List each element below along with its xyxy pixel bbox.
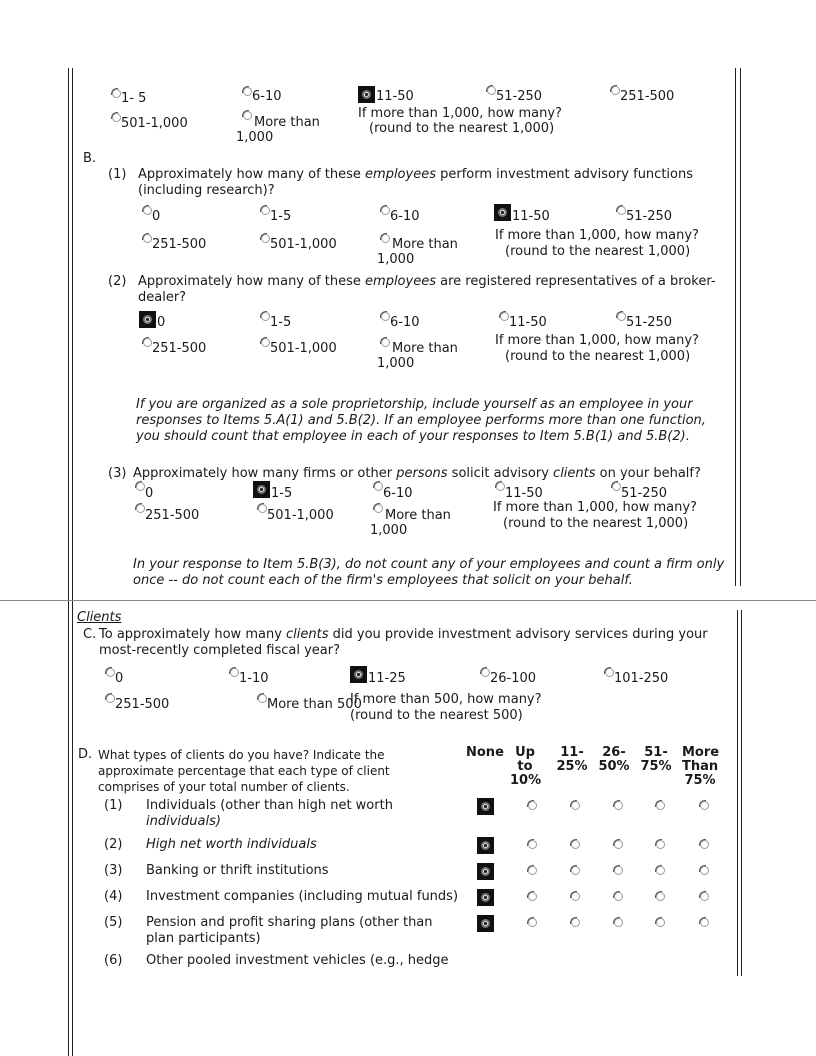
option-label: 6-10 xyxy=(390,209,420,224)
radio-selected[interactable] xyxy=(477,863,494,880)
radio-option[interactable] xyxy=(243,87,252,96)
row-number: (2) xyxy=(104,837,123,852)
instruction-note: In your response to Item 5.B(3), do not count any of your employees and count a firm only xyxy=(133,557,725,572)
option-label: 26-100 xyxy=(490,671,537,686)
option-label: 251-500 xyxy=(620,89,675,104)
question-text: What types of clients do you have? Indicate the xyxy=(98,748,385,762)
option-label: More than xyxy=(385,508,451,523)
radio-option[interactable] xyxy=(656,866,665,875)
option-label: 11-50 xyxy=(509,315,547,330)
col-header-more-than-75: More Than 75% xyxy=(682,745,720,788)
radio-option[interactable] xyxy=(258,504,267,513)
option-label: 251-500 xyxy=(152,237,207,252)
option-label: 1-5 xyxy=(270,315,292,330)
radio-option[interactable] xyxy=(700,866,709,875)
option-label: 501-1,000 xyxy=(121,116,188,131)
round-note: (round to the nearest 1,000) xyxy=(503,516,689,531)
radio-option[interactable] xyxy=(381,206,390,215)
radio-option[interactable] xyxy=(136,482,145,491)
col-header-11-25: 11- 25% xyxy=(556,745,588,774)
question-number: (1) xyxy=(108,167,127,182)
col-header-26-50: 26- 50% xyxy=(598,745,630,774)
row-label: Investment companies (including mutual funds) xyxy=(146,889,459,904)
radio-option[interactable] xyxy=(571,801,580,810)
if-more-label: If more than 1,000, how many? xyxy=(493,500,697,515)
radio-option[interactable] xyxy=(614,801,623,810)
radio-option[interactable] xyxy=(700,840,709,849)
section-c-letter: C. xyxy=(83,627,97,642)
option-label: 0 xyxy=(145,486,154,501)
row-number: (1) xyxy=(104,798,123,813)
option-label: 11-50 xyxy=(512,209,550,224)
radio-option[interactable] xyxy=(106,694,115,703)
option-label: 51-250 xyxy=(621,486,668,501)
right-border-inner-lower xyxy=(737,610,738,976)
radio-option[interactable] xyxy=(605,668,614,677)
radio-option[interactable] xyxy=(614,866,623,875)
round-note: (round to the nearest 1,000) xyxy=(505,244,691,259)
radio-selected[interactable] xyxy=(139,311,156,328)
radio-option[interactable] xyxy=(528,801,537,810)
option-label: 6-10 xyxy=(252,89,282,104)
row-label-cont: plan participants) xyxy=(146,931,261,946)
radio-option[interactable] xyxy=(112,113,121,122)
option-label: 1-5 xyxy=(270,209,292,224)
if-more-label: If more than 500, how many? xyxy=(350,692,542,707)
radio-option[interactable] xyxy=(143,338,152,347)
col-header-none: None xyxy=(466,745,504,760)
option-label: 11-25 xyxy=(368,671,406,686)
radio-selected[interactable] xyxy=(253,481,270,498)
radio-option[interactable] xyxy=(571,866,580,875)
question-number: (2) xyxy=(108,274,127,289)
radio-option[interactable] xyxy=(528,866,537,875)
radio-option[interactable] xyxy=(381,234,390,243)
clients-heading: Clients xyxy=(77,610,122,625)
radio-option[interactable] xyxy=(617,312,626,321)
instruction-note: once -- do not count each of the firm's employees that solicit on your behalf. xyxy=(133,573,633,588)
radio-option[interactable] xyxy=(612,482,621,491)
question-text-cont: dealer? xyxy=(138,290,187,305)
question-text-cont: comprises of your total number of clients. xyxy=(98,780,350,794)
radio-option[interactable] xyxy=(381,338,390,347)
radio-option[interactable] xyxy=(136,504,145,513)
radio-option[interactable] xyxy=(656,840,665,849)
row-number: (6) xyxy=(104,953,123,968)
option-label: 51-250 xyxy=(496,89,543,104)
instruction-note: If you are organized as a sole proprietorship, include yourself as an employee in your xyxy=(136,397,693,412)
right-border-outer xyxy=(740,68,741,586)
radio-option[interactable] xyxy=(112,89,121,98)
radio-option[interactable] xyxy=(243,111,252,120)
row-label: Banking or thrift institutions xyxy=(146,863,329,878)
section-d-letter: D. xyxy=(78,747,93,762)
if-more-label: If more than 1,000, how many? xyxy=(358,106,562,121)
row-number: (5) xyxy=(104,915,123,930)
row-label: Other pooled investment vehicles (e.g., hedge xyxy=(146,953,449,968)
if-more-label: If more than 1,000, how many? xyxy=(495,228,699,243)
radio-option[interactable] xyxy=(106,668,115,677)
radio-selected[interactable] xyxy=(494,204,511,221)
question-text: Approximately how many of these employees perform investment advisory functions xyxy=(138,167,693,182)
option-label: More than xyxy=(392,341,458,356)
radio-option[interactable] xyxy=(656,892,665,901)
radio-option[interactable] xyxy=(571,892,580,901)
instruction-note: you should count that employee in each of your responses to Item 5.B(1) and 5.B(2). xyxy=(136,429,690,444)
question-text: Approximately how many firms or other persons solicit advisory clients on your behalf? xyxy=(133,466,701,481)
right-border-inner xyxy=(735,68,736,586)
question-text: Approximately how many of these employees are registered representatives of a broker- xyxy=(138,274,716,289)
option-label: 1,000 xyxy=(377,252,415,267)
option-label: 1-5 xyxy=(271,486,293,501)
option-label: 251-500 xyxy=(115,697,170,712)
radio-option[interactable] xyxy=(700,892,709,901)
radio-option[interactable] xyxy=(617,206,626,215)
row-number: (4) xyxy=(104,889,123,904)
radio-option[interactable] xyxy=(571,918,580,927)
option-label: 501-1,000 xyxy=(270,341,337,356)
section-b-letter: B. xyxy=(83,151,97,166)
radio-option[interactable] xyxy=(143,206,152,215)
radio-option[interactable] xyxy=(614,918,623,927)
round-note: (round to the nearest 1,000) xyxy=(369,121,555,136)
option-label: 0 xyxy=(152,209,161,224)
radio-option[interactable] xyxy=(374,482,383,491)
instruction-note: responses to Items 5.A(1) and 5.B(2). If an employee performs more than one function, xyxy=(136,413,706,428)
radio-option[interactable] xyxy=(700,918,709,927)
radio-option[interactable] xyxy=(571,840,580,849)
radio-selected[interactable] xyxy=(477,889,494,906)
round-note: (round to the nearest 1,000) xyxy=(505,349,691,364)
round-note: (round to the nearest 500) xyxy=(350,708,523,723)
row-label: High net worth individuals xyxy=(146,837,317,852)
option-label: More than xyxy=(392,237,458,252)
option-label: 251-500 xyxy=(152,341,207,356)
option-label: More than 500 xyxy=(267,697,362,712)
option-label: 501-1,000 xyxy=(270,237,337,252)
option-label: 1- 5 xyxy=(121,91,147,106)
radio-selected[interactable] xyxy=(477,798,494,815)
radio-option[interactable] xyxy=(374,504,383,513)
radio-option[interactable] xyxy=(487,86,496,95)
radio-option[interactable] xyxy=(500,312,509,321)
question-number: (3) xyxy=(108,466,127,481)
row-label: Individuals (other than high net worth xyxy=(146,798,393,813)
row-label: Pension and profit sharing plans (other than xyxy=(146,915,433,930)
radio-option[interactable] xyxy=(611,86,620,95)
option-label: 51-250 xyxy=(626,209,673,224)
option-label: 11-50 xyxy=(376,89,414,104)
question-text-cont: (including research)? xyxy=(138,183,275,198)
radio-option[interactable] xyxy=(614,840,623,849)
radio-option[interactable] xyxy=(261,234,270,243)
option-label: 1-10 xyxy=(239,671,269,686)
option-label: 6-10 xyxy=(383,486,413,501)
right-border-outer-lower xyxy=(741,610,742,976)
radio-option[interactable] xyxy=(528,840,537,849)
radio-option[interactable] xyxy=(261,312,270,321)
question-text-cont: most-recently completed fiscal year? xyxy=(99,643,340,658)
radio-option[interactable] xyxy=(261,206,270,215)
if-more-label: If more than 1,000, how many? xyxy=(495,333,699,348)
radio-selected[interactable] xyxy=(477,837,494,854)
option-label: 11-50 xyxy=(505,486,543,501)
question-text-cont: approximate percentage that each type of client xyxy=(98,764,390,778)
radio-option[interactable] xyxy=(656,801,665,810)
radio-option[interactable] xyxy=(481,668,490,677)
radio-option[interactable] xyxy=(261,338,270,347)
option-label: More than xyxy=(254,115,320,130)
option-label: 101-250 xyxy=(614,671,669,686)
option-label: 0 xyxy=(115,671,124,686)
radio-option[interactable] xyxy=(528,918,537,927)
option-label: 251-500 xyxy=(145,508,200,523)
option-label: 1,000 xyxy=(236,130,274,145)
radio-selected[interactable] xyxy=(477,915,494,932)
option-label: 1,000 xyxy=(370,523,408,538)
col-header-upto10: Up to 10% xyxy=(510,745,542,788)
option-label: 51-250 xyxy=(626,315,673,330)
radio-option[interactable] xyxy=(230,668,239,677)
option-label: 1,000 xyxy=(377,356,415,371)
col-header-51-75: 51- 75% xyxy=(640,745,672,774)
left-border-inner xyxy=(72,68,73,1056)
radio-option[interactable] xyxy=(381,312,390,321)
radio-option[interactable] xyxy=(656,918,665,927)
radio-option[interactable] xyxy=(258,694,267,703)
option-label: 0 xyxy=(157,315,166,330)
row-number: (3) xyxy=(104,863,123,878)
radio-option[interactable] xyxy=(143,234,152,243)
section-divider xyxy=(0,600,816,601)
radio-option[interactable] xyxy=(528,892,537,901)
question-text: To approximately how many clients did you provide investment advisory services during your xyxy=(99,627,708,642)
radio-option[interactable] xyxy=(496,482,505,491)
option-label: 6-10 xyxy=(390,315,420,330)
option-label: 501-1,000 xyxy=(267,508,334,523)
radio-option[interactable] xyxy=(700,801,709,810)
radio-selected[interactable] xyxy=(358,86,375,103)
left-border-outer xyxy=(68,68,69,1056)
radio-selected[interactable] xyxy=(350,666,367,683)
row-label-cont: individuals) xyxy=(146,814,221,829)
radio-option[interactable] xyxy=(614,892,623,901)
